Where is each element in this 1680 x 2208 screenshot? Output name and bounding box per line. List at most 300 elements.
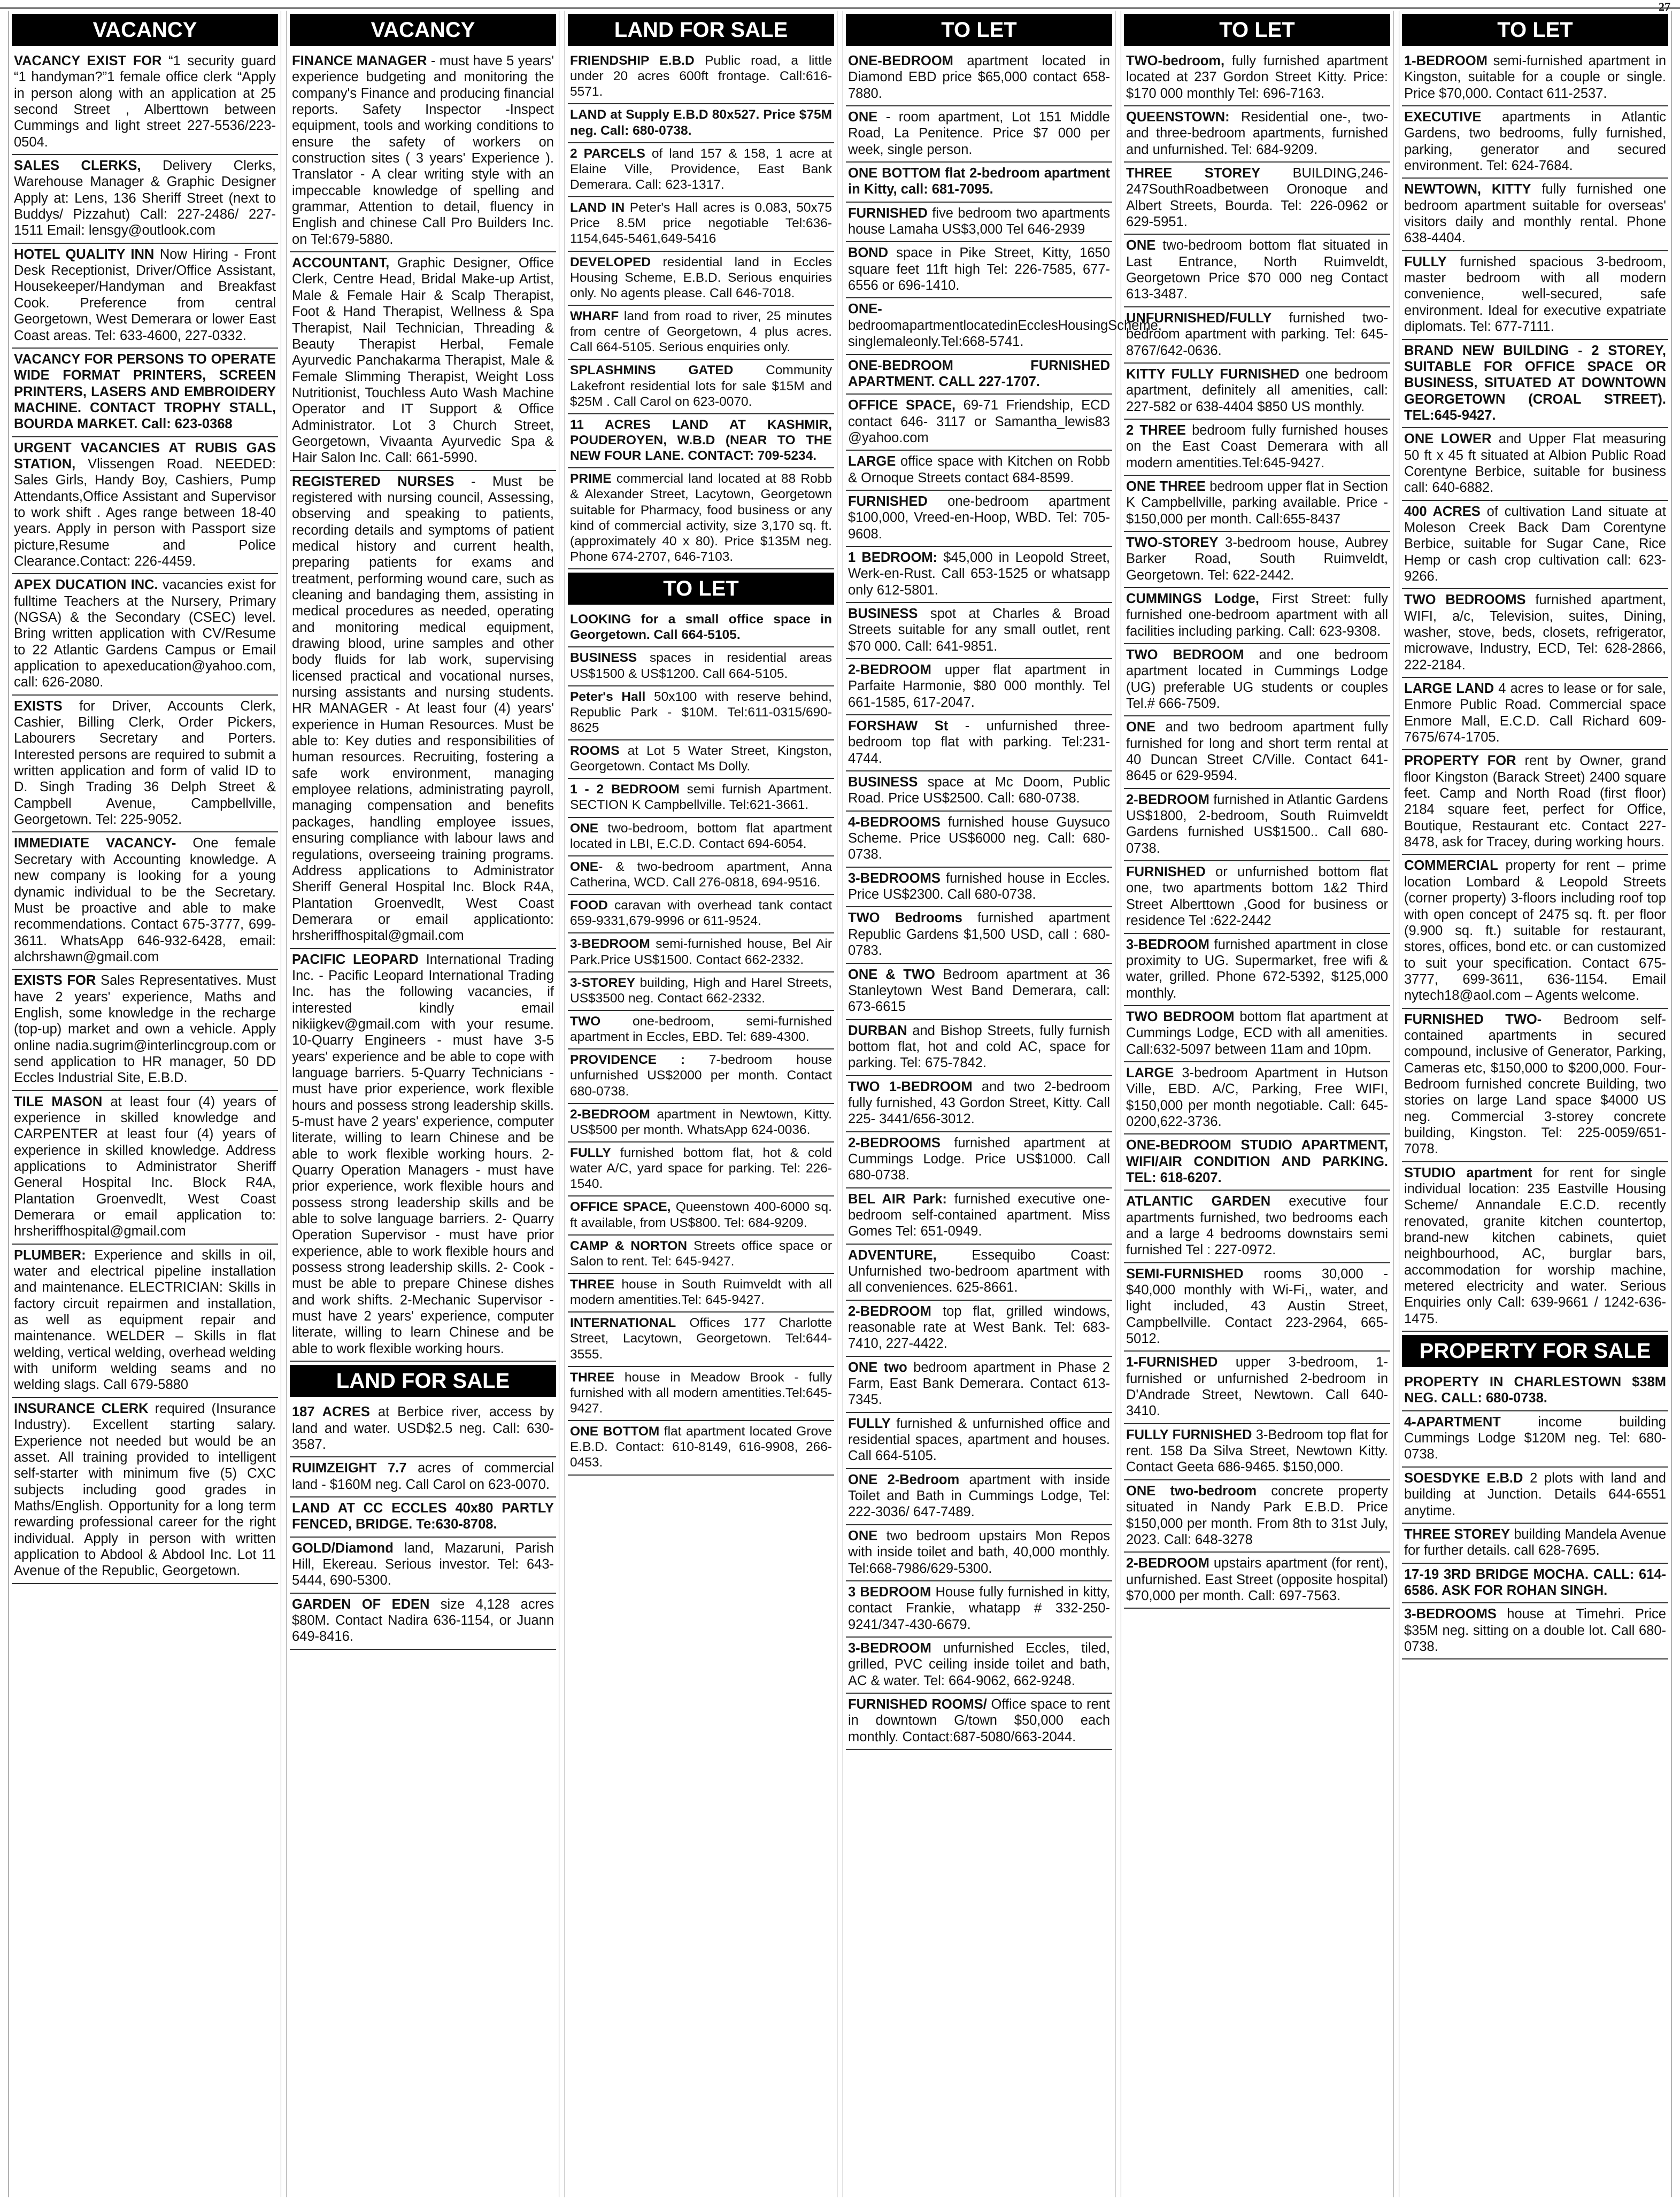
- ad-text: 3-Bedroom top flat for rent. 158 Da Silva Street, Newtown Kitty. Contact Geeta 686-9465. $150,000.: [1126, 1427, 1388, 1475]
- ad-text: at Berbice river, access by land and water. USD$2.5 neg. Call: 630-3587.: [292, 1404, 554, 1452]
- classified-ad: [1402, 1009, 1668, 1162]
- section-heading: TO LET: [1402, 14, 1668, 46]
- ad-text: fully furnished apartment located at 237 Gordon Street Kitty. Price: $170 000 monthly Tel: 696-7163.: [1126, 53, 1389, 101]
- section-heading: LAND FOR SALE: [568, 14, 834, 46]
- ad-lead: NEWTOWN, KITTY: [1404, 182, 1531, 197]
- ad-text: furnished house Guysuco Scheme. Price US$6000 neg. Call: 680-0738.: [848, 814, 1110, 862]
- ad-text: flat apartment located Grove E.B.D. Contact: 610-8149, 616-9908, 266-0453.: [570, 1424, 832, 1470]
- ad-lead: STUDIO apartment: [1404, 1165, 1532, 1180]
- ad-lead: CAMP & NORTON: [570, 1238, 688, 1253]
- ad-lead: IMMEDIATE VACANCY-: [14, 836, 176, 851]
- ad-text: bottom flat apartment at Cummings Lodge, ECD with all amenities. Call:632-5097 between 11am and 10pm.: [1126, 1009, 1388, 1057]
- ad-text: - unfurnished three-bedroom top flat with parking. Tel:231-4744.: [848, 719, 1110, 766]
- ad-lead: 4-APARTMENT: [1404, 1414, 1501, 1430]
- ad-text: acres of commercial land - $160M neg. Call Carol on 623-0070.: [292, 1461, 554, 1492]
- ad-text: Offices 177 Charlotte Street, Lacytown, Georgetown. Tel:644-3555.: [570, 1316, 832, 1362]
- classified-ad: [846, 1076, 1112, 1132]
- ad-text: 50x100 with reserve behind, Republic Park - $10M. Tel:611-0315/690-8625: [570, 689, 832, 735]
- ad-lead: BUSINESS: [848, 606, 918, 621]
- ad-lead: LAND at Supply E.B.D 80x527. Price $75M neg. Call: 680-0738.: [570, 107, 832, 138]
- ad-text: bedroom upper flat in Section K Campbellville, parking available. Price - $150,000 per month. Call:655-8437: [1126, 478, 1388, 527]
- ad-text: furnished apartment Republic Gardens $1,500 USD, call : 680-0783.: [848, 910, 1110, 959]
- page-number: 27: [1659, 0, 1670, 13]
- section-heading: VACANCY: [12, 14, 278, 46]
- classified-ad: [1124, 235, 1390, 307]
- classified-ad: [1124, 476, 1390, 532]
- ad-lead: FURNISHED: [848, 493, 928, 509]
- ad-text: and Upper Flat measuring 50 ft x 45 ft situated at Albion Public Road Corentyne Berbice, suitable for business call: 640-6882.: [1404, 431, 1667, 496]
- ad-lead: 1-BEDROOM: [1404, 53, 1488, 68]
- ad-text: 3-bedroom house, Aubrey Barker Road, South Ruimveldt, Georgetown. Tel: 622-2442.: [1126, 535, 1389, 583]
- ad-text: upstairs apartment (for rent), unfurnished. East Street (opposite hospital) $70,000 per month. Call: 697-7563.: [1126, 1556, 1388, 1603]
- ad-lead: ONE: [848, 1528, 878, 1543]
- classified-ad: [12, 50, 278, 155]
- ad-text: spaces in residential areas US$1500 & US$1200. Call 664-5105.: [570, 651, 833, 681]
- ad-text: apartments in Atlantic Gardens, two bedrooms, fully furnished, parking, generator and secured environment. Tel: 624-7684.: [1404, 110, 1666, 174]
- ad-lead: WHARF: [570, 308, 619, 323]
- ad-text: two-bedroom, bottom flat apartment located in LBI, E.C.D. Contact 694-6054.: [570, 821, 832, 851]
- ad-lead: LARGE: [848, 454, 896, 469]
- ad-lead: ONE-BEDROOM: [848, 53, 953, 68]
- classified-ad: [846, 1301, 1112, 1357]
- ad-lead: 2-BEDROOM: [848, 662, 931, 677]
- ad-lead: BRAND NEW BUILDING - 2 STOREY, SUITABLE FOR OFFICE SPACE OR BUSINESS, SITUATED AT DOWNTOWN GEORGETOWN (CROAL STREET). TEL:645-9427.: [1404, 343, 1666, 423]
- ad-lead: HOTEL QUALITY INN: [14, 246, 155, 262]
- ad-text: vacancies exist for fulltime Teachers at the Nursery, Primary (NGSA) & the Secondary (CSEC) level. Bring written application with CV/Resume to 22 Atlantic Gardens Campus or Email application to apexeducation@yahoo.com, call: 626-2080.: [14, 577, 276, 690]
- ad-lead: PROPERTY FOR: [1404, 753, 1516, 769]
- classified-ad: [568, 779, 834, 817]
- ad-lead: PLUMBER:: [14, 1247, 86, 1263]
- column-3: [565, 11, 837, 2197]
- classified-ad: [1402, 589, 1668, 678]
- ad-text: house in South Ruimveldt with all modern amentities.Tel: 645-9427.: [570, 1277, 832, 1308]
- ad-text: - Must be registered with nursing council, Assessing, observing and speaking to patients, recording details and symptoms of patient medical history and current health, preparing patients for exams and treatment, performing wound care, such as cleaning and bandaging them, assisting in medical procedures as needed, operating and monitoring medical equipment, drawing blood, urine samples and other body fluids for lab work, supervising licensed practical and vocational nurses, nursing assistants and nursing students. HR MANAGER - At least four (4) years' experience in Human Resources. Must be able to: Key duties and responsibilities of human resources. Recruiting, fostering a safe work environment, managing employee relations, administrating payroll, managing compensation and benefits packages, handling employee issues, ensuring compliance with labour laws and regulations, overseeing training programs. Address applications to Administrator Sheriff General Hospital Inc. Block R4A, Plantation Groenvedlt, West Coast Demerara or email applicationto: hrsheriffhospital@gmail.com: [292, 474, 554, 944]
- ad-lead: DEVELOPED: [570, 254, 651, 269]
- classified-ad: [568, 933, 834, 972]
- ad-lead: FURNISHED: [848, 205, 928, 221]
- ad-text: rooms 30,000 - $40,000 monthly with Wi-Fi,, water, and light included, 43 Austin Street, Campbellville. Contact 223-2964, 665-5012.: [1126, 1266, 1388, 1347]
- ad-lead: EXISTS: [14, 698, 63, 714]
- ad-text: Essequibo Coast: Unfurnished two-bedroom apartment with all conveniences. 625-8661.: [848, 1247, 1110, 1295]
- classified-ad: [290, 252, 556, 470]
- ad-text: Residential one-, two- and three-bedroom apartments, furnished and unfurnished. Tel: 684-9209.: [1126, 110, 1388, 157]
- ad-lead: QUEENSTOWN:: [1126, 110, 1230, 125]
- classified-ad: [568, 895, 834, 933]
- classified-ad: [568, 609, 834, 647]
- classified-ad: [846, 1188, 1112, 1245]
- classified-ad: [568, 1142, 834, 1196]
- classified-ad: [1402, 855, 1668, 1008]
- ad-text: semi-furnished apartment in Kingston, suitable for a couple or single. Price $70,000. Contact 611-2537.: [1404, 53, 1667, 101]
- classified-ad: [568, 686, 834, 740]
- ad-text: executive four apartments furnished, two bedrooms each and a large 4 bedrooms downstairs semi furnished Tel : 227-0972.: [1126, 1194, 1388, 1258]
- classified-ad: [846, 964, 1112, 1020]
- ad-lead: ONE LOWER: [1404, 431, 1492, 447]
- ad-text: space at Mc Doom, Public Road. Price US$2500. Call: 680-0738.: [848, 775, 1110, 806]
- classified-ad: [12, 696, 278, 833]
- ad-text: size 4,128 acres $80M. Contact Nadira 636-1154, or Juann 649-8416.: [292, 1596, 554, 1645]
- classified-ad: [846, 203, 1112, 243]
- classified-ad: [846, 603, 1112, 659]
- classified-ad: [846, 1245, 1112, 1301]
- ad-lead: TWO-bedroom,: [1126, 53, 1225, 68]
- ad-text: building Mandela Avenue for further details. call 628-7695.: [1404, 1526, 1667, 1558]
- ad-lead: FULLY: [570, 1146, 611, 1161]
- ad-text: bedroom apartment in Phase 2 Farm, East Bank Demerara. Contact 613-7345.: [848, 1360, 1110, 1408]
- ad-lead: FOOD: [570, 898, 608, 913]
- ad-lead: ADVENTURE,: [848, 1247, 937, 1263]
- ad-text: furnished executive one-bedroom self-contained apartment. Miss Gomes Tel: 651-0949.: [848, 1191, 1110, 1239]
- ad-lead: SPLASHMINS GATED: [570, 363, 734, 378]
- ad-text: - room apartment, Lot 151 Middle Road, La Penitence. Price $7 000 per week, single person.: [848, 110, 1110, 157]
- classified-ad: [846, 242, 1112, 298]
- ad-text: required (Insurance Industry). Excellent starting salary. Experience not needed but would be an asset. All training provided to intelligent self-starter with minimum five (5) CXC subjects including good grades in Maths/English. Opportunity for a long term rewarding professional career for the right individual. Apply in person with written application to Abdool & Abdool Inc. Lot 11 Avenue of the Republic, Georgetown.: [14, 1401, 276, 1579]
- ad-lead: 3-STOREY: [570, 975, 636, 990]
- ad-text: top flat, grilled windows, reasonable rate at West Bank. Tel: 683-7410, 227-4422.: [848, 1303, 1110, 1352]
- classified-ad: [846, 868, 1112, 908]
- classified-ad: [1402, 50, 1668, 106]
- classified-ad: [1402, 1524, 1668, 1564]
- classified-ad: [12, 574, 278, 695]
- classified-ad: [1402, 251, 1668, 340]
- ad-text: Now Hiring - Front Desk Receptionist, Driver/Office Assistant, Housekeeper/Handyman and Breakfast Cook. Preference from central Georgetown, West Demerara or lower East Coast areas. Tel: 633-4600, 227-0332.: [14, 246, 276, 343]
- ad-text: land from road to river, 25 minutes from centre of Georgetown, 4 plus acres. Call 664-5105. Serious enquiries only.: [570, 308, 832, 355]
- ad-lead: ONE-BEDROOM FURNISHED APARTMENT. CALL 227-1707.: [848, 358, 1110, 389]
- ad-text: house in Meadow Brook - fully furnished with all modern amentities.Tel:645-9427.: [570, 1370, 832, 1416]
- classified-ad: [568, 972, 834, 1011]
- ad-text: BUILDING,246-247SouthRoadbetween Oronoque and Albert Streets, Bourda. Tel: 226-0962 or 629-5951.: [1126, 166, 1388, 230]
- classified-ad: [846, 1525, 1112, 1581]
- ad-lead: TWO 1-BEDROOM: [848, 1079, 973, 1094]
- ad-text: for Driver, Accounts Clerk, Cashier, Billing Clerk, Order Pickers, Labourers Secretary and Porters. Interested persons are required to submit a written application and form of valid ID to D. Singh Trading 36 Delph Street & Campbell Avenue, Campbellville, Georgetown. Tel: 225-9052.: [14, 698, 276, 828]
- classified-ad: [568, 143, 834, 197]
- ad-lead: INSURANCE CLERK: [14, 1401, 149, 1416]
- ad-lead: LARGE: [1126, 1065, 1174, 1080]
- ad-text: bedroomapartmentlocatedinEcclesHousingScheme, singlemaleonly.Tel:668-5741.: [848, 318, 1162, 350]
- classified-ad: [568, 1196, 834, 1235]
- ad-text: Community Lakefront residential lots for sale $15M and $25M . Call Carol on 623-0070.: [570, 363, 832, 409]
- ad-lead: ATLANTIC GARDEN: [1126, 1194, 1271, 1209]
- classified-ad: [1402, 678, 1668, 750]
- ad-text: semi-furnished house, Bel Air Park.Price US$1500. Contact 662-2332.: [570, 937, 833, 967]
- ad-text: apartment in Newtown, Kitty. US$500 per month. WhatsApp 624-0036.: [570, 1107, 832, 1137]
- classified-ad: [846, 1581, 1112, 1638]
- ad-lead: 2-BEDROOM: [1126, 1556, 1209, 1571]
- classified-ad: [1402, 1162, 1668, 1332]
- ad-lead: 3-BEDROOM: [848, 1640, 931, 1656]
- ad-lead: TWO: [570, 1014, 601, 1029]
- ad-lead: GARDEN OF EDEN: [292, 1596, 430, 1612]
- ad-text: Delivery Clerks, Warehouse Manager & Graphic Designer Apply at: Lens, 136 Sheriff Street (next to Buddys/ Pizzahut) Call: 227-2486/ 227-1511 Email: lensgy@outlook.com: [14, 158, 276, 238]
- ad-lead: SOESDYKE E.B.D: [1404, 1470, 1523, 1486]
- classified-ad: [846, 163, 1112, 203]
- ad-lead: VACANCY FOR PERSONS TO OPERATE WIDE FORMAT PRINTERS, SCREEN PRINTERS, LASERS AND EMBROIDERY MACHINE. CONTACT TROPHY STALL, BOURDA MARKET. Call: 623-0368: [14, 351, 276, 432]
- classified-ad: [1402, 1468, 1668, 1524]
- ad-lead: 1-FURNISHED: [1126, 1355, 1218, 1370]
- classified-ad: [568, 740, 834, 779]
- classified-ad: [846, 1413, 1112, 1469]
- classified-ad: [568, 414, 834, 468]
- classified-ad: [568, 197, 834, 251]
- ad-text: furnished house in Eccles. Price US$2300. Call 680-0738.: [848, 870, 1110, 902]
- ad-text: office space with Kitchen on Robb & Ornoque Streets contact 684-8599.: [848, 454, 1110, 485]
- ad-text: 2 plots with land and building at Junction. Details 644-6551 anytime.: [1404, 1470, 1666, 1518]
- ad-text: property for rent – prime location Lombard & Leopold Streets (corner property) 3-floors including roof top with open concept of 2475 sq. ft. per floor (9.900 sq. ft.) suitable for restaurant, stores, offices, bond etc. or can customized to suit your specification. Contact 675-3777, 699-3611, 636-1154. Email nytech18@aol.com – Agents welcome.: [1404, 858, 1667, 1003]
- ad-lead: 1 BEDROOM:: [848, 550, 938, 565]
- ad-lead: KITTY FULLY FURNISHED: [1126, 366, 1300, 382]
- classified-ad: [846, 451, 1112, 491]
- ad-text: House fully furnished in kitty, contact Frankie, whatapp # 332-250-9241/347-430-6679.: [848, 1584, 1110, 1632]
- ad-lead: THREE STOREY: [1404, 1526, 1511, 1542]
- ad-lead: ROOMS: [570, 744, 620, 759]
- classified-ad: [568, 306, 834, 360]
- ad-text: of cultivation Land situate at Moleson Creek Back Dam Corentyne Berbice, suitable for Sugar Cane, Rice Hemp or cash crop cultivation call: 623-9266.: [1404, 504, 1666, 584]
- classified-ad: [1124, 861, 1390, 933]
- classified-ad: [568, 104, 834, 143]
- classified-ad: [568, 1104, 834, 1142]
- ad-text: space in Pike Street, Kitty, 1650 square feet 11ft high Tel: 226-7585, 677-6556 or 696-1410.: [848, 245, 1110, 294]
- classified-ad: [846, 50, 1112, 106]
- classified-ad: [1402, 428, 1668, 500]
- ad-text: International Trading Inc. - Pacific Leopard International Trading Inc. has the following vacancies, if interested kindly email nikiigkev@gmail.com with your resume. 10-Quarry Engineers - must have 3-5 years' experience and be able to cope with language barriers. 5-Quarry Technicians - must have prior experience, work flexible hours and possess strong leadership skills. 5-must have 2 years' experience, computer literate, willing to learn Chinese and be able to work flexible working hours. 2- Quarry Operation Managers - must have prior experience, work flexible hours and possess strong leadership skills and be able to solve language barriers. 2- Quarry Operation Supervisor - must have prior experience, able to work flexible hours and possess strong leadership skills. 2- Cook - must be able to prepare Chinese dishes and work shifts. 2-Mechanic Supervisor - must have 2 years' experience, computer literate, willing to learn Chinese and be able to work flexible working hours.: [292, 952, 554, 1356]
- ad-lead: LARGE LAND: [1404, 681, 1494, 697]
- classified-ad: [1402, 1371, 1668, 1411]
- ad-lead: THREE STOREY: [1126, 166, 1261, 181]
- column-1: [9, 11, 281, 2197]
- ad-text: spot at Charles & Broad Streets suitable for any small outlet, rent $70 000. Call: 641-9851.: [848, 606, 1110, 654]
- section-heading: LAND FOR SALE: [290, 1365, 556, 1397]
- classified-ad: [12, 155, 278, 244]
- ad-lead: ONE: [1126, 720, 1156, 735]
- classified-ad: [568, 1049, 834, 1103]
- ad-text: Public road, a little under 20 acres 600ft frontage. Call:616-5571.: [570, 53, 832, 99]
- ad-lead: 2-BEDROOM: [1126, 792, 1209, 807]
- ad-lead: ONE: [570, 821, 599, 836]
- ad-text: and two bedroom apartment fully furnished for long and short term rental at 40 Duncan Street C/Ville. Contact 641-8645 or 629-9594.: [1126, 720, 1388, 784]
- classified-ad: [12, 1091, 278, 1245]
- ad-lead: INTERNATIONAL: [570, 1316, 676, 1331]
- ad-text: semi furnish Apartment. SECTION K Campbellville. Tel:621-3661.: [570, 782, 833, 813]
- classified-ad: [290, 1401, 556, 1457]
- ad-lead: TWO Bedrooms: [848, 910, 962, 926]
- ad-text: Experience and skills in oil, water and electrical pipeline installation and maintenance. ELECTRICIAN: Skills in factory circuit repairmen and installation, as well as equipment repair and maintenance. WELDER – Skills in flat welding, vertical welding, overhead welding with uniform welding seams and no welding slags. Call 679-5880: [14, 1247, 276, 1393]
- ad-text: $45,000 in Leopold Street, Werk-en-Rust. Call 653-1525 or whatsapp only 612-5801.: [848, 550, 1110, 598]
- ad-lead: 2 THREE: [1126, 422, 1186, 438]
- classified-ad: [12, 244, 278, 349]
- ad-lead: TWO-STOREY: [1126, 535, 1219, 550]
- classified-ad: [568, 1367, 834, 1421]
- ad-lead: 2-BEDROOM: [570, 1107, 650, 1122]
- ad-lead: ONE BOTTOM: [570, 1424, 660, 1439]
- classified-ad: [846, 1694, 1112, 1750]
- classified-ad: [1124, 716, 1390, 789]
- ad-text: furnished in Atlantic Gardens US$1800, 2-bedroom, South Ruimveldt Gardens furnished US$1500.. Call 680-0738.: [1126, 792, 1388, 856]
- ad-lead: DURBAN: [848, 1023, 907, 1038]
- classified-ad: [1402, 106, 1668, 179]
- ad-lead: PACIFIC LEOPARD: [292, 952, 419, 967]
- ad-lead: 2-BEDROOMS: [848, 1135, 941, 1151]
- classified-ad: [1124, 934, 1390, 1006]
- ad-lead: LOOKING for a small office space in Georgetown. Call 664-5105.: [570, 612, 832, 643]
- ad-lead: PROVIDENCE :: [570, 1053, 685, 1068]
- ad-text: 69-71 Friendship, ECD contact 646- 3117 or Samantha_lewis83 @yahoo.com: [848, 398, 1110, 445]
- ad-lead: 4-BEDROOMS: [848, 814, 941, 830]
- ad-lead: THREE: [570, 1370, 615, 1385]
- ad-text: residential land in Eccles Housing Scheme, E.B.D. Serious enquiries only. No agents please. Call 646-7018.: [570, 254, 832, 300]
- classified-ad: [290, 1538, 556, 1594]
- ad-lead: ONE-BEDROOM STUDIO APARTMENT, WIFI/AIR CONDITION AND PARKING. TEL: 618-6207.: [1126, 1138, 1388, 1185]
- ad-text: unfurnished Eccles, tiled, grilled, PVC ceiling inside toilet and bath, AC & water. Tel: 664-9062, 662-9248.: [848, 1640, 1110, 1688]
- classified-ad: [12, 970, 278, 1091]
- ad-lead: FULLY: [1404, 254, 1447, 269]
- ad-lead: ONE: [1126, 238, 1156, 253]
- ad-lead: FINANCE MANAGER: [292, 53, 427, 68]
- ad-lead: 187 ACRES: [292, 1404, 370, 1420]
- classified-ad: [12, 1398, 278, 1584]
- ad-text: building, High and Harel Streets, US$3500 neg. Contact 662-2332.: [570, 975, 832, 1006]
- classified-ad: [846, 106, 1112, 163]
- ad-text: rent by Owner, grand floor Kingston (Barack Street) 2400 square feet. Camp and North Road (first floor) 2184 square feet, perfect for Office, Boutique, Restaurant etc. Contact 227-8478, ask for Tracey, during working hours.: [1404, 753, 1667, 850]
- classified-ad: [1124, 1352, 1390, 1424]
- ad-lead: BUSINESS: [570, 651, 637, 666]
- ad-lead: COMMERCIAL: [1404, 858, 1498, 874]
- ad-lead: SEMI-FURNISHED: [1126, 1266, 1244, 1281]
- ad-lead: BOND: [848, 245, 889, 261]
- classified-ad: [568, 360, 834, 414]
- ad-lead: THREE: [570, 1277, 615, 1292]
- ad-lead: VACANCY EXIST FOR: [14, 53, 162, 68]
- classified-ad: [1124, 1553, 1390, 1609]
- section-heading: TO LET: [1124, 14, 1390, 46]
- classified-ad: [1124, 420, 1390, 476]
- ad-text: and one bedroom apartment located in Cummings Lodge (UG) preferable UG students or couples Tel.# 666-7509.: [1126, 647, 1388, 712]
- ad-lead: TWO BEDROOM: [1126, 647, 1244, 662]
- ad-text: upper 3-bedroom, 1-furnished or unfurnished 2-bedroom in D'Andrade Street, Newtown. Call 640-3410.: [1126, 1355, 1388, 1419]
- ad-text: First Street: fully furnished one-bedroom apartment with all facilities including parking. Call: 623-9308.: [1126, 591, 1388, 639]
- section-heading: VACANCY: [290, 14, 556, 46]
- ad-lead: FURNISHED TWO-: [1404, 1012, 1542, 1027]
- ad-text: furnished two-bedroom apartment with parking. Tel: 645-8767/642-0636.: [1126, 310, 1388, 358]
- ad-lead: FULLY FURNISHED: [1126, 1427, 1252, 1442]
- ad-text: 7-bedroom house unfurnished US$2000 per month. Contact 680-0738.: [570, 1053, 833, 1099]
- ad-lead: 3-BEDROOM: [1126, 937, 1209, 952]
- classified-ad: [568, 252, 834, 306]
- ad-lead: ONE 2-Bedroom: [848, 1472, 960, 1487]
- ad-lead: ONE two-bedroom: [1126, 1483, 1257, 1499]
- ad-text: Bedroom apartment at 36 Stanleytown West Band Demerara, call: 673-6615: [848, 967, 1110, 1015]
- classified-ad: [846, 395, 1112, 451]
- classified-ad: [1124, 1263, 1390, 1352]
- ad-lead: ONE THREE: [1126, 478, 1206, 494]
- classified-ad: [1124, 50, 1390, 106]
- ad-text: at Lot 5 Water Street, Kingston, Georgetown. Contact Ms Dolly.: [570, 744, 832, 774]
- classified-ad: [1124, 1480, 1390, 1553]
- ad-lead: PROPERTY IN CHARLESTOWN $38M NEG. CALL: 680-0738.: [1404, 1375, 1666, 1406]
- ad-lead: ONE-: [570, 859, 603, 874]
- classified-ad: [568, 818, 834, 856]
- ad-lead: FURNISHED ROOMS/: [848, 1696, 987, 1712]
- ad-text: income building Cummings Lodge $120M neg. Tel: 680-0738.: [1404, 1414, 1666, 1462]
- ad-lead: GOLD/Diamond: [292, 1540, 394, 1556]
- ad-lead: FULLY: [848, 1416, 891, 1431]
- ad-text: Peter's Hall acres is 0.083, 50x75 Price 8.5M price negotiable Tel:636-1154,645-5461,649-5416: [570, 200, 832, 246]
- classified-ad: [568, 468, 834, 569]
- ad-text: one bedroom apartment, definitely all amenities, call: 227-582 or 638-4404 $850 US monthly.: [1126, 366, 1388, 414]
- ad-lead: 17-19 3RD BRIDGE MOCHA. CALL: 614-6586. ASK FOR ROHAN SINGH.: [1404, 1566, 1666, 1598]
- ad-lead: 3-BEDROOMS: [1404, 1607, 1497, 1622]
- classified-ad: [290, 1497, 556, 1538]
- ad-text: commercial land located at 88 Robb & Alexander Street, Lacytown, Georgetown suitable for Pharmacy, food business or any kind of commercial activity, size 3,170 sq. ft. (approximately 40 x 80). Price $135M neg. Phone 674-2707, 646-7103.: [570, 472, 832, 564]
- classified-ad: [568, 1313, 834, 1367]
- classified-ad: [1124, 1006, 1390, 1062]
- ad-lead: ONE-: [848, 302, 882, 317]
- ad-text: for rent for single individual location: 235 Eastville Housing Scheme/ Annandale E.C.D. recently renovated, granite kitchen countertop, brand-new kitchen cabinets, quiet neighbourhood, AC, burglar bars, accommodation for worship machine, metered electricity and water. Serious Enquiries only Call: 639-9661 / 1242-636-1475.: [1404, 1165, 1666, 1326]
- section-heading: PROPERTY FOR SALE: [1402, 1335, 1668, 1367]
- classified-ad: [1124, 1062, 1390, 1134]
- ad-text: house at Timehri. Price $35M neg. sitting on a double lot. Call 680-0738.: [1404, 1607, 1666, 1654]
- classified-ad: [846, 659, 1112, 715]
- classified-ad: [568, 856, 834, 895]
- ad-lead: 2 PARCELS: [570, 146, 645, 161]
- ad-lead: EXISTS FOR: [14, 973, 96, 989]
- ad-text: Bedroom self-contained apartments in secured compound, inclusive of Generator, Parking, Cameras etc, $150,000 to $200,000. Four-Bedroom furnished concrete Building, two stories on large Land space $4000 US neg. Commercial 3-storey concrete building, Kingston. Tel: 225-0059/651-7078.: [1404, 1012, 1666, 1157]
- classified-ad: [12, 1245, 278, 1398]
- classified-columns: [9, 11, 1671, 2197]
- ad-lead: 3 BEDROOM: [848, 1584, 931, 1600]
- classified-ad: [568, 1011, 834, 1049]
- classified-ad: [290, 1594, 556, 1650]
- classified-ad: [568, 1236, 834, 1274]
- ad-text: furnished apartment in close proximity to UG. Supermarket, free wifi & water, grilled. Phone 672-5392, $125,000 monthly.: [1126, 937, 1388, 1001]
- section-heading: TO LET: [568, 573, 834, 605]
- ad-lead: EXECUTIVE: [1404, 110, 1482, 125]
- classified-ad: [1402, 340, 1668, 429]
- ad-lead: ONE BOTTOM flat 2-bedroom apartment in Kitty, call: 681-7095.: [848, 166, 1110, 197]
- ad-lead: TWO BEDROOMS: [1404, 592, 1526, 608]
- ad-text: two bedroom upstairs Mon Repos with inside toilet and bath, 40,000 monthly. Tel:668-7986/629-5300.: [848, 1528, 1110, 1576]
- classified-ad: [846, 1638, 1112, 1694]
- ad-lead: OFFICE SPACE,: [570, 1200, 671, 1215]
- classified-ad: [568, 50, 834, 104]
- classified-ad: [568, 1274, 834, 1313]
- ad-lead: REGISTERED NURSES: [292, 474, 454, 489]
- classified-ad: [846, 355, 1112, 395]
- ad-lead: ONE two: [848, 1360, 907, 1375]
- classified-ad: [1402, 750, 1668, 855]
- ad-text: Vlissengen Road. NEEDED: Sales Girls, Handy Boy, Cashiers, Pump Attendants,Office Assistant and Supervisor to work shift . Ages range between 18-40 years. Apply in person with Passport size picture,Resume and Police Clearance.Contact: 226-4459.: [14, 456, 276, 569]
- ad-lead: 400 ACRES: [1404, 504, 1481, 519]
- ad-text: five bedroom two apartments house Lamaha US$3,000 Tel 646-2939: [848, 205, 1110, 237]
- ad-text: furnished bottom flat, hot & cold water A/C, yard space for parking. Tel: 226-1540.: [570, 1146, 832, 1192]
- classified-ad: [12, 349, 278, 437]
- ad-text: Queenstown 400-6000 sq. ft available, from US$800. Tel: 684-9209.: [570, 1200, 832, 1230]
- ad-lead: FORSHAW St: [848, 719, 949, 734]
- ad-text: or unfurnished bottom flat one, two apartments bottom 1&2 Third Street Alberttown ,Good for business or residence Tel :622-2442: [1126, 864, 1388, 929]
- ad-text: 3-bedroom Apartment in Hutson Ville, EBD. A/C, Parking, Free WIFI, $150,000 per month negotiable. Call: 645-0200,622-3736.: [1126, 1065, 1388, 1129]
- classified-ad: [846, 1132, 1112, 1188]
- column-5: [1121, 11, 1393, 2197]
- ad-text: caravan with overhead tank contact 659-9331,679-9996 or 611-9524.: [570, 898, 833, 929]
- ad-lead: URGENT VACANCIES AT RUBIS GAS STATION,: [14, 440, 276, 472]
- classified-ad: [1124, 364, 1390, 420]
- classified-ad: [290, 949, 556, 1362]
- ad-text: upper flat apartment in Parfaite Harmonie, $80 000 monthly. Tel 661-1585, 617-2047.: [848, 662, 1110, 710]
- top-rule: [0, 0, 1680, 13]
- ad-text: concrete property situated in Nandy Park E.B.D. Price $150,000 per month. From 8th to 31st July, 2023. Call: 648-3278: [1126, 1483, 1389, 1547]
- classified-ad: [1402, 179, 1668, 251]
- ad-text: two-bedroom bottom flat situated in Last Entrance, North Ruimveldt, Georgetown Price $70 000 neg Contact 613-3487.: [1126, 238, 1388, 302]
- classified-ad: [12, 437, 278, 575]
